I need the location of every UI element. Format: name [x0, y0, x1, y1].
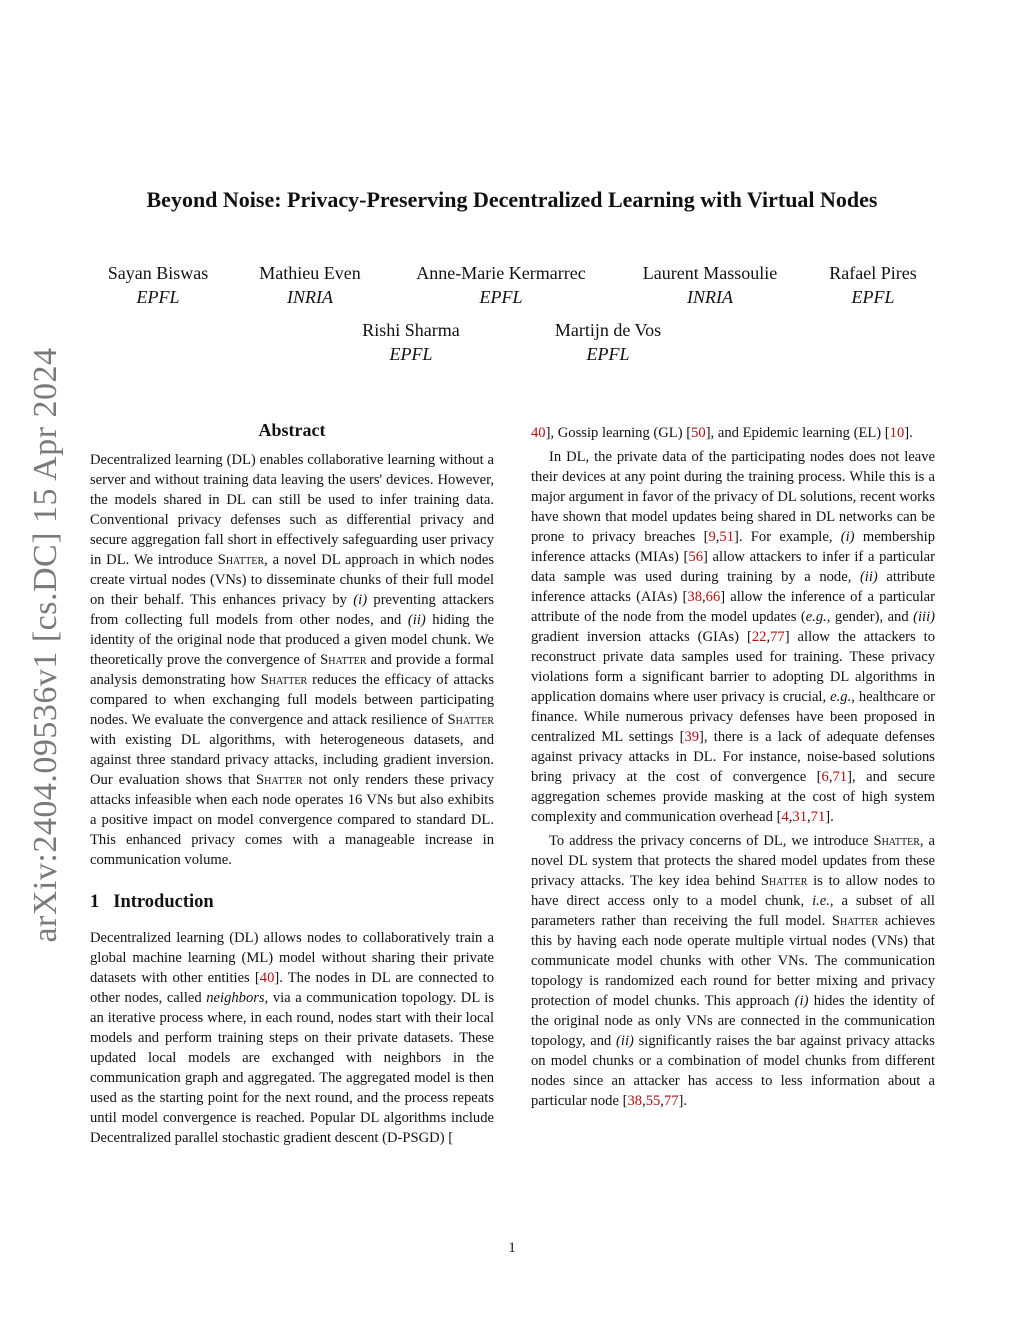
abstract-heading: Abstract: [258, 420, 326, 440]
author-name: Sayan Biswas: [107, 263, 209, 283]
page-number: 1: [508, 1240, 516, 1256]
author-name: Martijn de Vos: [554, 320, 662, 340]
author-affiliation: EPFL: [479, 287, 523, 307]
author-name: Rafael Pires: [829, 263, 917, 283]
author-affiliation: EPFL: [851, 287, 895, 307]
author-affiliation: INRIA: [287, 287, 333, 307]
intro-paragraph-3: To address the privacy concerns of DL, we introduce Shatter, a novel DL system that protects the shared model updates from these privacy attacks. The key idea behind Shatter is to allow nodes to have direct access only to a model chunk, i.e., a subset of all parameters rather than receiving the full model. Shatter achieves this by having each node operate multiple virtual nodes (VNs) that communicate model chunks with other VNs. The communication topology is randomized each round for better mixing and privacy protection of model chunks. This approach (i) hides the identity of the original node as only VNs are connected in the communication topology, and (ii) significantly raises the bar against privacy attacks on model chunks or a combination of model chunks from different nodes since an attacker has access to less information about a particular node [38,55,77].: [531, 833, 936, 1109]
author-block: [416, 261, 585, 309]
citation-link[interactable]: 6: [821, 769, 829, 785]
author-affiliation: EPFL: [136, 287, 180, 307]
intro-paragraph-2: In DL, the private data of the participating nodes does not leave their devices at any point during the training process. While this is a major argument in favor of the privacy of DL solutions, recent works have shown that model updates being shared in DL networks can be prone to privacy breaches [9,51]. For example, (i) membership inference attacks (MIAs) [56] allow attackers to infer if a particular data sample was used during training by a node, (ii) attribute inference attacks (AIAs) [38,66] allow the inference of a particular attribute of the node from the model updates (e.g., gender), and (iii) gradient inversion attacks (GIAs) [22,77] allow the attackers to reconstruct private data samples used for training. These privacy violations form a significant barrier to adopting DL algorithms in application domains where user privacy is crucial, e.g., healthcare or finance. While numerous privacy defenses have been proposed in centralized ML settings [39], there is a lack of adequate defenses against privacy attacks in DL. For instance, noise-based solutions bring privacy at the cost of convergence [6,71], and secure aggregation schemes provide masking at the cost of high system complexity and communication overhead [4,31,71].: [531, 449, 936, 825]
citation-link[interactable]: 31: [792, 809, 807, 825]
intro-paragraph-1-continued: 40], Gossip learning (GL) [50], and Epidemic learning (EL) [10].: [531, 425, 913, 441]
citation-link[interactable]: 40: [259, 970, 275, 986]
citation-link[interactable]: 10: [889, 425, 905, 441]
citation-link[interactable]: 77: [770, 629, 785, 645]
author-affiliation: EPFL: [389, 344, 433, 364]
citation-link[interactable]: 22: [751, 629, 767, 645]
author-name: Anne-Marie Kermarrec: [416, 263, 586, 283]
citation-link[interactable]: 51: [719, 529, 734, 545]
citation-link[interactable]: 9: [708, 529, 716, 545]
author-affiliation: INRIA: [687, 287, 733, 307]
paper-title: Beyond Noise: Privacy-Preserving Decentralized Learning with Virtual Nodes: [146, 187, 878, 212]
author-block: [362, 318, 460, 366]
citation-link[interactable]: 38: [687, 589, 702, 605]
citation-link[interactable]: 77: [663, 1093, 679, 1109]
intro-paragraph-1: Decentralized learning (DL) allows nodes to collaboratively train a global machine learning (ML) model without sharing their private datasets with other entities [40]. The nodes in DL are connected to other nodes, called neighbors, via a communication topology. DL is an iterative process where, in each round, nodes start with their local models and perform training steps on their private datasets. These updated local models are exchanged with neighbors in the communication graph and aggregated. The aggregated model is then used as the starting point for the next round, and the process repeats until model convergence is reached. Popular DL algorithms include Decentralized parallel stochastic gradient descent (D-PSGD) [: [90, 930, 494, 1146]
author-block: [829, 261, 916, 309]
citation-link[interactable]: 4: [781, 809, 789, 825]
arxiv-identifier[interactable]: arXiv:2404.09536v1 [cs.DC] 15 Apr 2024: [27, 347, 64, 943]
citation-link[interactable]: 55: [645, 1093, 661, 1109]
author-block: [643, 261, 777, 309]
citation-link[interactable]: 66: [705, 589, 721, 605]
citation-link[interactable]: 40: [531, 425, 546, 441]
author-name: Mathieu Even: [259, 263, 361, 283]
author-block: [555, 318, 661, 366]
author-block: [259, 261, 360, 309]
citation-link[interactable]: 56: [688, 549, 704, 565]
author-affiliation: EPFL: [586, 344, 630, 364]
citation-link[interactable]: 71: [832, 769, 848, 785]
left-column: [90, 420, 494, 1148]
abstract-paragraph: Decentralized learning (DL) enables collaborative learning without a server and without training data leaving the users' devices. However, the models shared in DL can still be used to infer training data. Conventional privacy defenses such as differential privacy and secure aggregation fall short in effectively safeguarding user privacy in DL. We introduce Shatter, a novel DL approach in which nodes create virtual nodes (VNs) to disseminate chunks of their full model on their behalf. This enhances privacy by (i) preventing attackers from collecting full models from other nodes, and (ii) hiding the identity of the original node that produced a given model chunk. We theoretically prove the convergence of Shatter and provide a formal analysis demonstrating how Shatter reduces the efficacy of attacks compared to when exchanging full models between participating nodes. We evaluate the convergence and attack resilience of Shatter with existing DL algorithms, with heterogeneous datasets, and against three standard privacy attacks, including gradient inversion. Our evaluation shows that Shatter not only renders these privacy attacks infeasible when each node operates 16 VNs but also exhibits a positive impact on model convergence compared to standard DL. This enhanced privacy comes with a manageable increase in communication volume.: [90, 452, 495, 868]
citation-link[interactable]: 50: [691, 425, 706, 441]
section-heading-introduction: 1 Introduction: [90, 892, 214, 912]
citation-link[interactable]: 38: [627, 1093, 643, 1109]
author-block: [108, 261, 209, 309]
citation-link[interactable]: 39: [684, 729, 700, 745]
author-name: Rishi Sharma: [362, 320, 460, 340]
right-column: [531, 423, 935, 1111]
citation-link[interactable]: 71: [810, 809, 826, 825]
author-name: Laurent Massoulie: [642, 263, 778, 283]
